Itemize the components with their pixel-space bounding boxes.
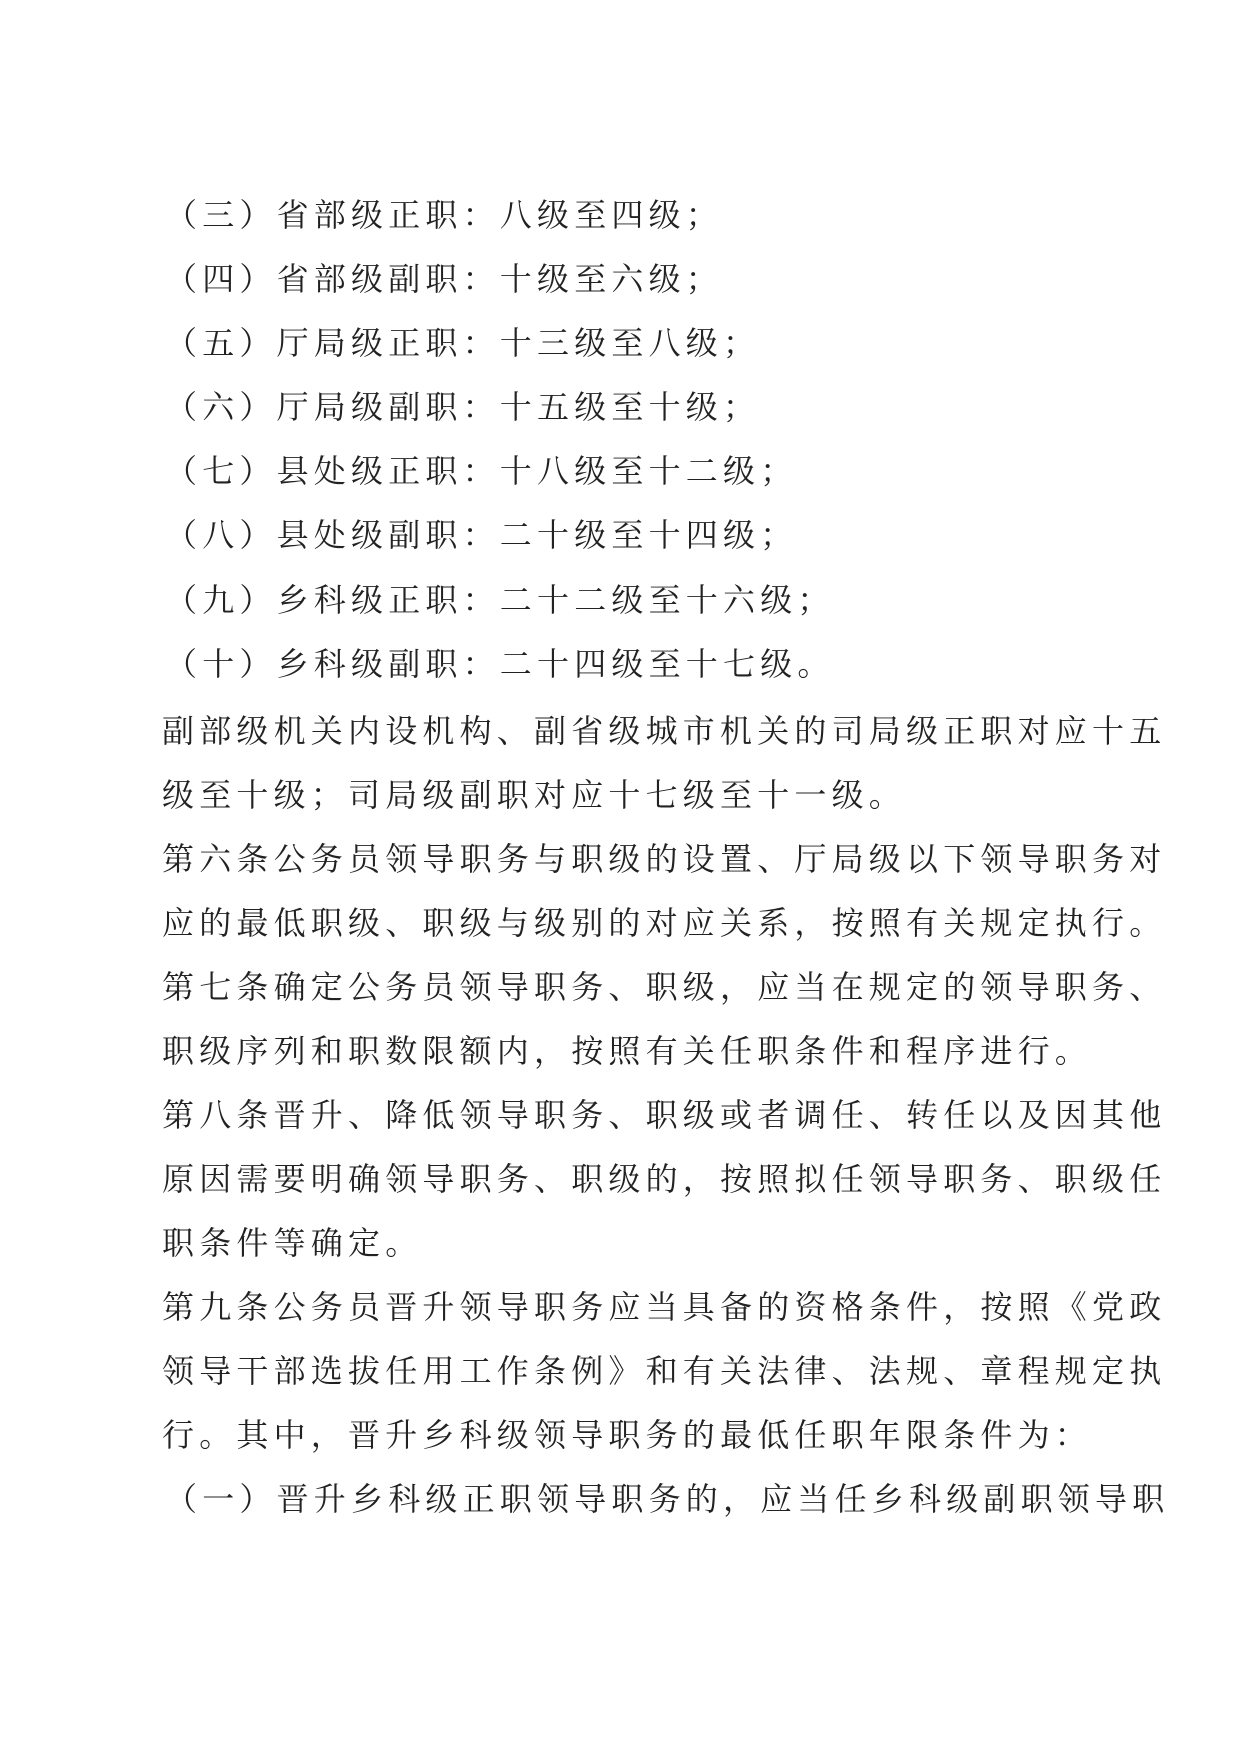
text-line: （四）省部级副职：十级至六级； [165,260,724,298]
text-line: （六）厅局级副职：十五级至十级； [165,388,761,426]
text-line: （五）厅局级正职：十三级至八级； [165,324,761,362]
text-line: 第九条公务员晋升领导职务应当具备的资格条件，按照《党政 [162,1288,1167,1326]
text-line: （九）乡科级正职：二十二级至十六级； [165,581,835,619]
text-line: （七）县处级正职：十八级至十二级； [165,452,798,490]
text-line: （八）县处级副职：二十级至十四级； [165,516,798,554]
text-line: 副部级机关内设机构、副省级城市机关的司局级正职对应十五 [162,712,1167,750]
text-line: 第八条晋升、降低领导职务、职级或者调任、转任以及因其他 [162,1096,1167,1134]
text-line: 职级序列和职数限额内，按照有关任职条件和程序进行。 [162,1032,1093,1070]
text-line: 第六条公务员领导职务与职级的设置、厅局级以下领导职务对 [162,840,1167,878]
text-line: 应的最低职级、职级与级别的对应关系，按照有关规定执行。 [162,904,1167,942]
text-line: 第七条确定公务员领导职务、职级，应当在规定的领导职务、 [162,968,1167,1006]
text-line: （十）乡科级副职：二十四级至十七级。 [165,645,835,683]
text-line: （一）晋升乡科级正职领导职务的，应当任乡科级副职领导职 [165,1480,1170,1518]
text-line: （三）省部级正职：八级至四级； [165,196,724,234]
text-line: 领导干部选拔任用工作条例》和有关法律、法规、章程规定执 [162,1352,1167,1390]
text-line: 行。其中，晋升乡科级领导职务的最低任职年限条件为： [162,1416,1093,1454]
text-line: 级至十级；司局级副职对应十七级至十一级。 [162,776,907,814]
text-line: 原因需要明确领导职务、职级的，按照拟任领导职务、职级任 [162,1160,1167,1198]
text-line: 职条件等确定。 [162,1224,423,1262]
